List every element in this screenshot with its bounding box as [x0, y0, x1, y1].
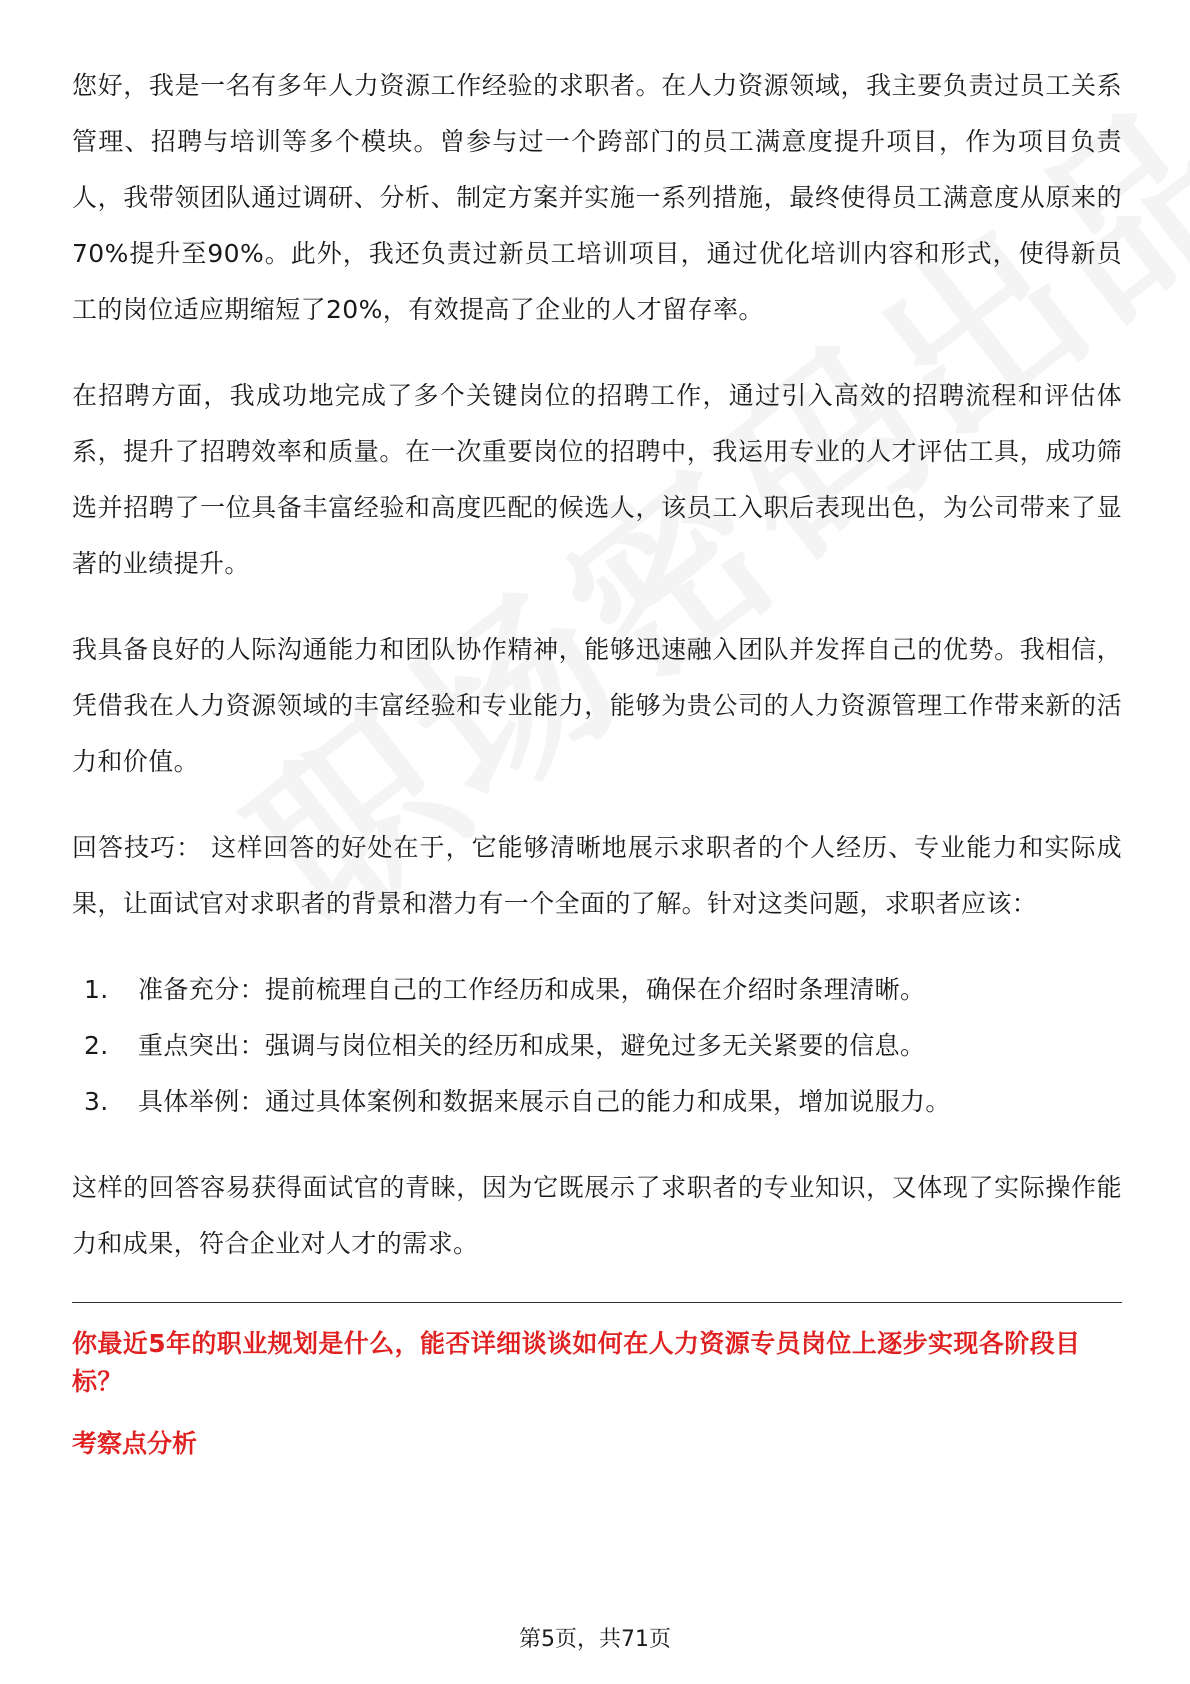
- list-item: [72, 1018, 1122, 1074]
- answer-tips-intro: 回答技巧： 这样回答的好处在于，它能够清晰地展示求职者的个人经历、专业能力和实际成果，让面试官对求职者的背景和潜力有一个全面的了解。针对这类问题，求职者应该：: [72, 833, 1122, 918]
- list-item-text: 具体举例：通过具体案例和数据来展示自己的能力和成果，增加说服力。: [138, 1087, 951, 1116]
- tips-list: [72, 962, 1122, 1130]
- next-question-heading: 你最近5年的职业规划是什么，能否详细谈谈如何在人力资源专员岗位上逐步实现各阶段目标？: [72, 1329, 1081, 1396]
- section-divider: [72, 1302, 1122, 1303]
- section-title: 考察点分析: [72, 1429, 198, 1458]
- list-item: [72, 1074, 1122, 1130]
- page-footer: 第5页，共71页: [519, 1627, 671, 1652]
- document-page: [72, 58, 1122, 1463]
- list-item-number: 2.: [84, 1031, 109, 1060]
- closing-paragraph: 这样的回答容易获得面试官的青睐，因为它既展示了求职者的专业知识，又体现了实际操作能力和成果，符合企业对人才的需求。: [72, 1173, 1122, 1258]
- answer-paragraph-3: 我具备良好的人际沟通能力和团队协作精神，能够迅速融入团队并发挥自己的优势。我相信，凭借我在人力资源领域的丰富经验和专业能力，能够为贵公司的人力资源管理工作带来新的活力和价值。: [72, 635, 1122, 776]
- list-item-number: 3.: [84, 1087, 109, 1116]
- answer-paragraph-2: 在招聘方面，我成功地完成了多个关键岗位的招聘工作，通过引入高效的招聘流程和评估体系，提升了招聘效率和质量。在一次重要岗位的招聘中，我运用专业的人才评估工具，成功筛选并招聘了一位具备丰富经验和高度匹配的候选人，该员工入职后表现出色，为公司带来了显著的业绩提升。: [72, 381, 1122, 578]
- answer-paragraph-1: 您好，我是一名有多年人力资源工作经验的求职者。在人力资源领域，我主要负责过员工关系管理、招聘与培训等多个模块。曾参与过一个跨部门的员工满意度提升项目，作为项目负责人，我带领团队通过调研、分析、制定方案并实施一系列措施，最终使得员工满意度从原来的70%提升至90%。此外，我还负责过新员工培训项目，通过优化培训内容和形式，使得新员工的岗位适应期缩短了20%，有效提高了企业的人才留存率。: [72, 71, 1122, 324]
- list-item-text: 重点突出：强调与岗位相关的经历和成果，避免过多无关紧要的信息。: [138, 1031, 926, 1060]
- list-item-text: 准备充分：提前梳理自己的工作经历和成果，确保在介绍时条理清晰。: [138, 975, 926, 1004]
- list-item: [72, 962, 1122, 1018]
- list-item-number: 1.: [84, 975, 109, 1004]
